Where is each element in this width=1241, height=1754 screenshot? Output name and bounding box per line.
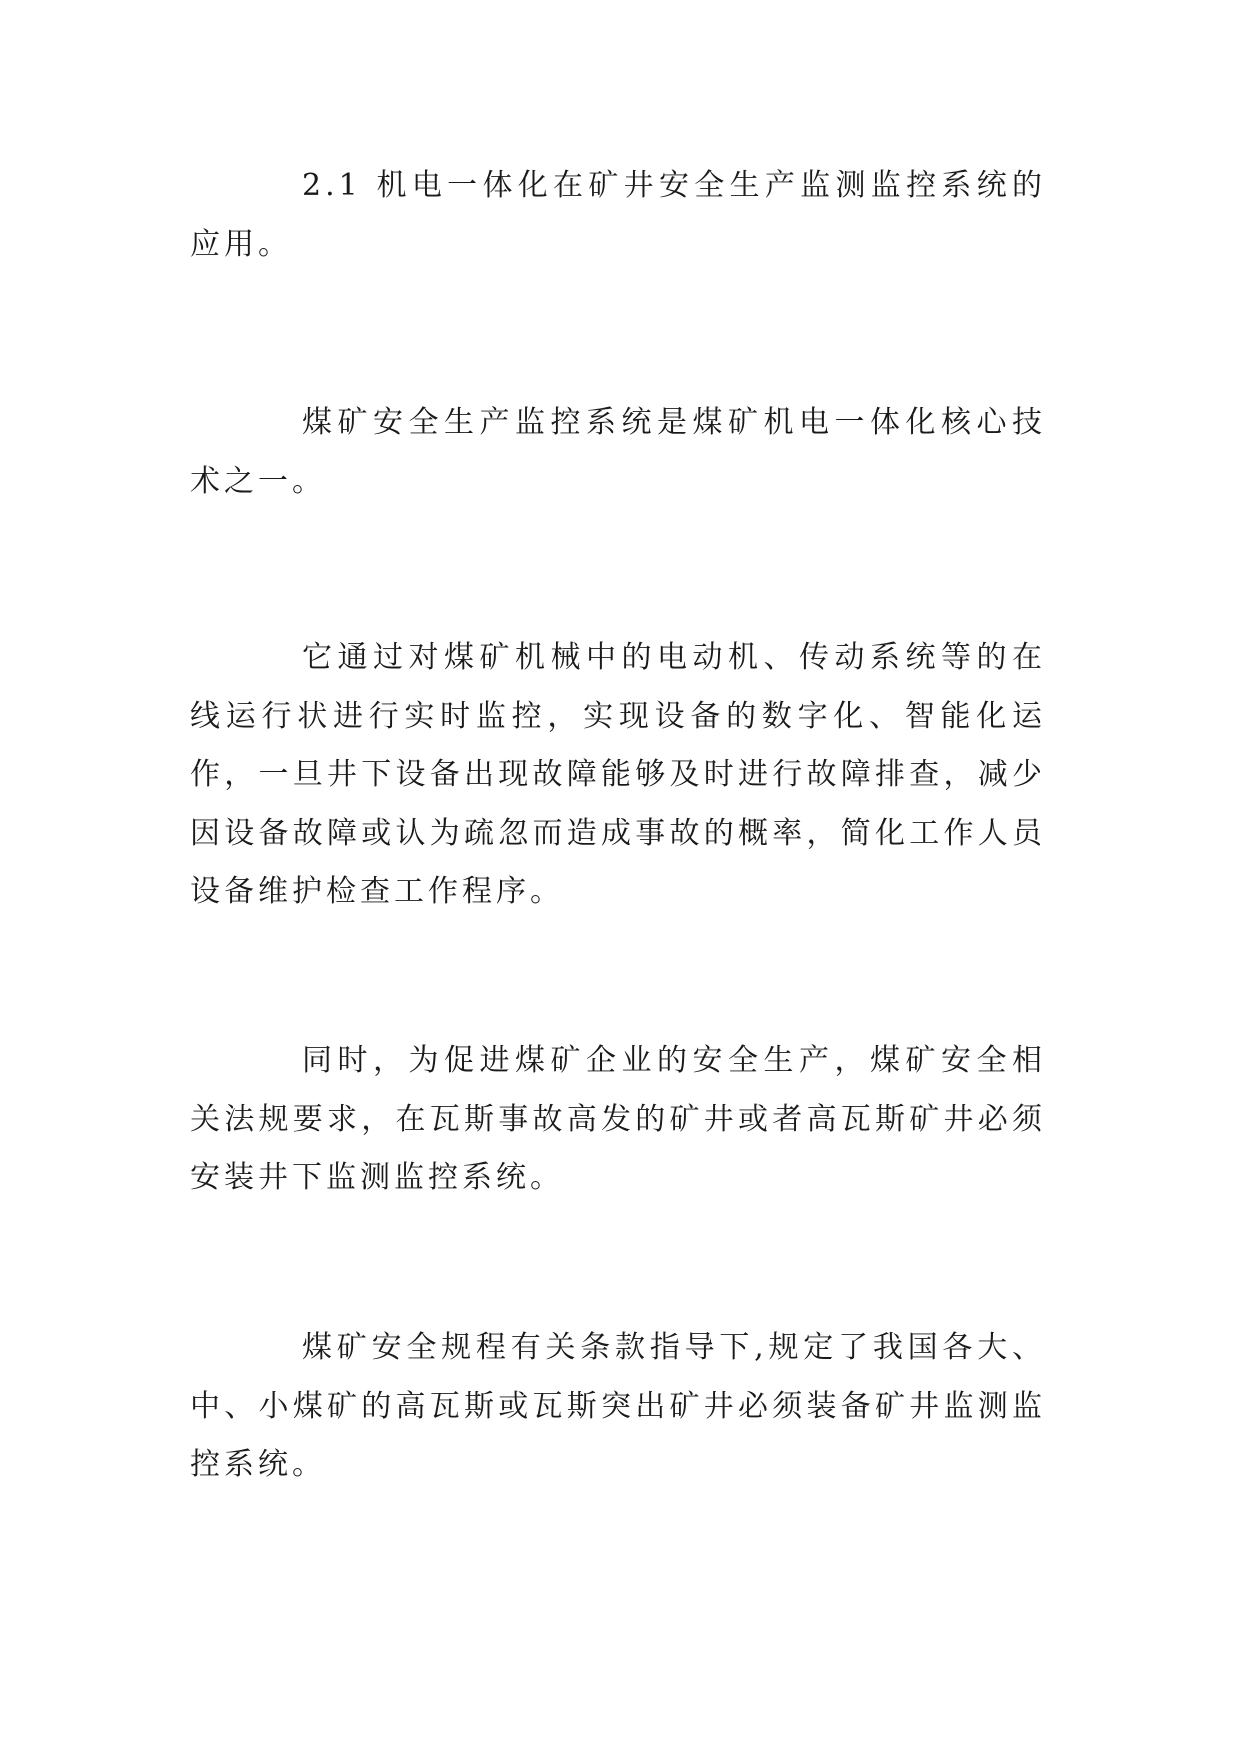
body-paragraph: 同时，为促进煤矿企业的安全生产，煤矿安全相关法规要求，在瓦斯事故高发的矿井或者高瓦斯矿井必须安装井下监测监控系统。 (190, 1043, 1046, 1195)
body-paragraph: 煤矿安全规程有关条款指导下,规定了我国各大、中、小煤矿的高瓦斯或瓦斯突出矿井必须装备矿井监测监控系统。 (190, 1330, 1046, 1482)
body-paragraph: 它通过对煤矿机械中的电动机、传动系统等的在线运行状进行实时监控，实现设备的数字化、智能化运作，一旦井下设备出现故障能够及时进行故障排查，减少因设备故障或认为疏忽而造成事故的概率，简化工作人员设备维护检查工作程序。 (190, 640, 1046, 909)
body-paragraph: 煤矿安全生产监控系统是煤矿机电一体化核心技术之一。 (190, 405, 1046, 499)
section-heading-paragraph: 2.1 机电一体化在矿井安全生产监测监控系统的应用。 (190, 168, 1046, 262)
